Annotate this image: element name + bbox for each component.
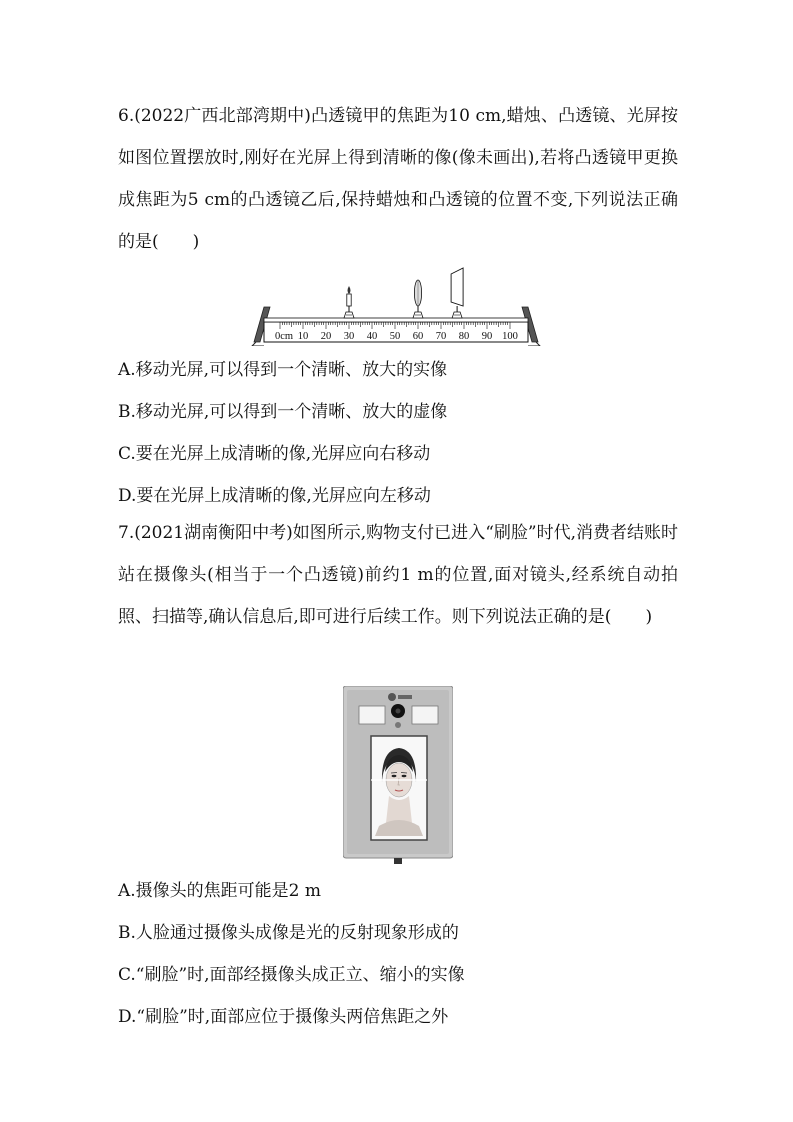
ruler-label: 20 <box>320 331 332 342</box>
ruler-label: 40 <box>366 331 378 342</box>
q6-option-b[interactable]: B.移动光屏,可以得到一个清晰、放大的虚像 <box>118 402 448 422</box>
q6-option-d[interactable]: D.要在光屏上成清晰的像,光屏应向左移动 <box>118 486 431 506</box>
right-sensor-window <box>412 706 438 724</box>
q7-option-d[interactable]: D.“刷脸”时,面部应位于摄像头两倍焦距之外 <box>118 1007 449 1027</box>
q7-option-c[interactable]: C.“刷脸”时,面部经摄像头成正立、缩小的实像 <box>118 965 465 985</box>
light-screen-icon <box>451 268 463 306</box>
ruler-label: 10 <box>297 331 309 342</box>
q7-option-a[interactable]: A.摄像头的焦距可能是2 m <box>118 881 322 901</box>
light-sensor-icon <box>395 722 401 728</box>
ruler-label: 70 <box>435 331 447 342</box>
ruler-label: 90 <box>481 331 493 342</box>
ruler-label: 30 <box>343 331 355 342</box>
candle-flame-icon <box>348 286 351 294</box>
q6-option-a[interactable]: A.移动光屏,可以得到一个清晰、放大的实像 <box>118 360 448 380</box>
optical-bench-figure <box>250 262 544 346</box>
question-7-stem: 7.(2021湖南衡阳中考)如图所示,购物支付已进入“刷脸”时代,消费者结账时站在摄像头(相当于一个凸透镜)前约1 m的位置,面对镜头,经系统自动拍照、扫描等,确认信息后,即可进行后续工作。则下列说法正确的是( ) <box>118 523 678 627</box>
left-sensor-window <box>359 706 385 724</box>
q7-option-b[interactable]: B.人脸通过摄像头成像是光的反射现象形成的 <box>118 923 459 943</box>
ruler-label: 100 <box>502 331 518 342</box>
ruler-label: 0cm <box>275 331 294 342</box>
ruler-label: 80 <box>458 331 470 342</box>
question-6-stem: 6.(2022广西北部湾期中)凸透镜甲的焦距为10 cm,蜡烛、凸透镜、光屏按如图位置摆放时,刚好在光屏上得到清晰的像(像未画出),若将凸透镜甲更换成焦距为5 cm的凸透镜乙后,保持蜡烛和凸透镜的位置不变,下列说法正确的是( ) <box>118 106 678 252</box>
ruler-label: 60 <box>412 331 424 342</box>
candle-holder <box>344 286 354 318</box>
q6-option-c[interactable]: C.要在光屏上成清晰的像,光屏应向右移动 <box>118 444 431 464</box>
terminal-stand <box>394 858 402 864</box>
face-payment-terminal-figure <box>343 686 453 864</box>
ruler-label: 50 <box>389 331 401 342</box>
light-screen-holder <box>451 268 463 318</box>
convex-lens-holder <box>413 280 423 318</box>
